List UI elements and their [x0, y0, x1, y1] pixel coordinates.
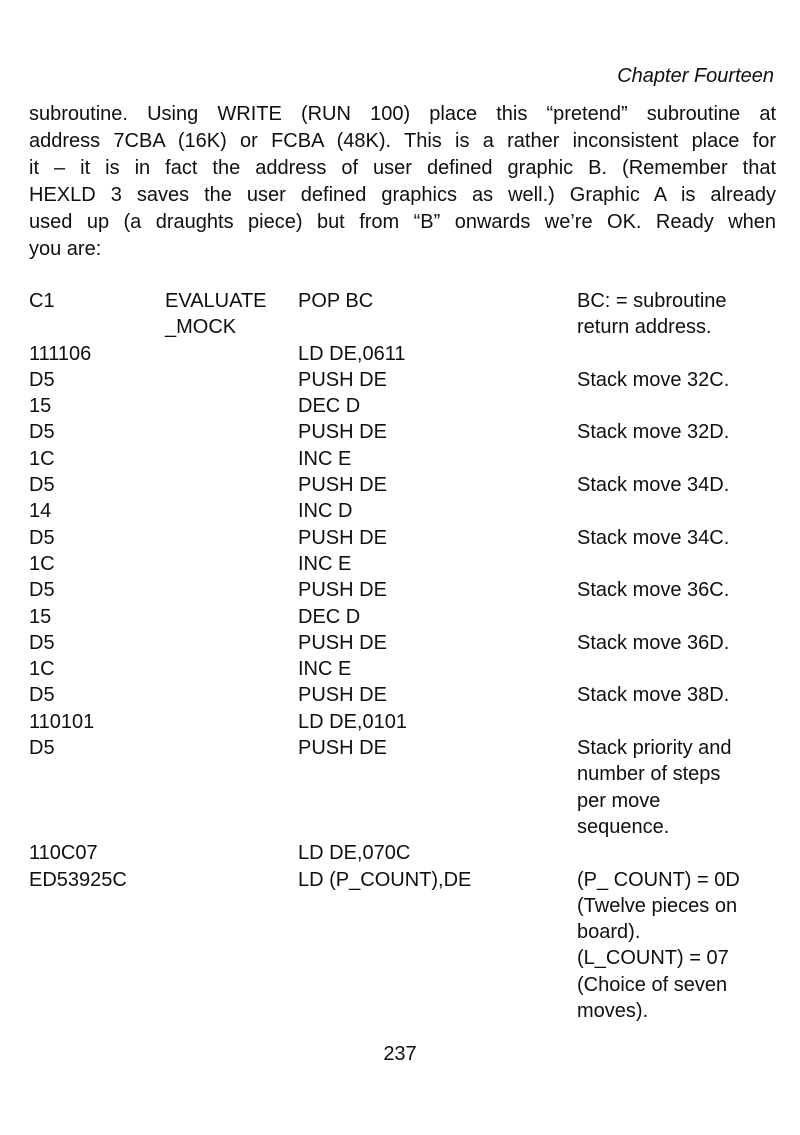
listing-cell-bytes: D5: [29, 684, 55, 707]
listing-cell-bytes: ED53925C: [29, 868, 127, 891]
listing-cell-bytes: D5: [29, 421, 55, 444]
listing-row: [29, 814, 776, 840]
listing-cell-bytes: D5: [29, 474, 55, 497]
listing-cell-instruction: PUSH DE: [298, 631, 387, 654]
listing-cell-bytes: D5: [29, 526, 55, 549]
listing-cell-instruction: PUSH DE: [298, 684, 387, 707]
listing-row: [29, 419, 776, 445]
page-number: 237: [383, 1043, 417, 1065]
paragraph-line: it – it is in fact the address of user defined graphic B. (Remember that: [29, 157, 776, 179]
listing-cell-comment: return address.: [577, 316, 712, 339]
listing-cell-instruction: INC D: [298, 500, 353, 523]
listing-cell-comment: BC: = subroutine: [577, 290, 727, 312]
listing-cell-bytes: D5: [29, 368, 55, 391]
listing-row: [29, 630, 776, 656]
listing-row: [29, 893, 776, 919]
paragraph-line: you are:: [29, 238, 102, 260]
listing-row: [29, 972, 776, 998]
listing-row: [29, 604, 776, 630]
listing-row: [29, 867, 776, 893]
listing-cell-comment: Stack move 36D.: [577, 631, 730, 654]
listing-row: [29, 472, 776, 498]
listing-cell-instruction: PUSH DE: [298, 526, 387, 549]
listing-cell-comment: Stack move 34C.: [577, 526, 730, 549]
listing-row: [29, 682, 776, 708]
listing-row: [29, 446, 776, 472]
listing-cell-instruction: DEC D: [298, 605, 361, 628]
listing-row: [29, 656, 776, 682]
listing-cell-comment: (L_COUNT) = 07: [577, 947, 729, 970]
listing-row: [29, 919, 776, 945]
listing-row: [29, 551, 776, 577]
listing-cell-instruction: LD DE,070C: [298, 842, 411, 865]
listing-cell-comment: board).: [577, 921, 641, 944]
listing-cell-comment: (P_ COUNT) = 0D: [577, 868, 740, 891]
listing-row: [29, 788, 776, 814]
intro-paragraph: [29, 101, 776, 263]
listing-row: [29, 314, 776, 340]
paragraph-line: address 7CBA (16K) or FCBA (48K). This is a rather inconsistent place for: [29, 130, 776, 152]
chapter-header: Chapter Fourteen: [617, 65, 774, 87]
listing-cell-comment: (Twelve pieces on: [577, 894, 738, 917]
listing-cell-bytes: D5: [29, 579, 55, 602]
listing-row: [29, 945, 776, 971]
listing-cell-comment: Stack move 34D.: [577, 474, 730, 497]
listing-cell-comment: per move: [577, 789, 661, 812]
listing-row: [29, 498, 776, 524]
listing-cell-bytes: D5: [29, 737, 55, 760]
listing-row: [29, 525, 776, 551]
listing-cell-bytes: 111106: [29, 342, 92, 365]
listing-cell-label: EVALUATE: [165, 290, 267, 312]
listing-cell-bytes: 15: [29, 605, 52, 628]
listing-cell-bytes: C1: [29, 290, 55, 312]
listing-cell-comment: Stack move 38D.: [577, 684, 730, 707]
listing-row: [29, 735, 776, 761]
paragraph-line: subroutine. Using WRITE (RUN 100) place this “pretend” subroutine at: [29, 103, 776, 125]
listing-cell-instruction: POP BC: [298, 290, 374, 312]
listing-cell-instruction: DEC D: [298, 395, 361, 418]
listing-cell-bytes: 1C: [29, 447, 55, 470]
listing-cell-label: _MOCK: [165, 316, 237, 339]
listing-row: [29, 998, 776, 1024]
listing-cell-instruction: LD (P_COUNT),DE: [298, 868, 472, 891]
listing-cell-instruction: LD DE,0611: [298, 342, 406, 365]
listing-cell-comment: (Choice of seven: [577, 973, 728, 996]
listing-cell-bytes: 1C: [29, 552, 55, 575]
listing-row: [29, 288, 776, 314]
listing-cell-comment: Stack move 32D.: [577, 421, 730, 444]
listing-row: [29, 393, 776, 419]
listing-cell-instruction: LD DE,0101: [298, 710, 407, 733]
listing-cell-instruction: PUSH DE: [298, 474, 387, 497]
listing-cell-instruction: PUSH DE: [298, 368, 387, 391]
listing-row: [29, 577, 776, 603]
listing-cell-comment: Stack move 36C.: [577, 579, 730, 602]
listing-cell-bytes: 1C: [29, 658, 55, 681]
assembly-listing: [29, 288, 776, 1024]
listing-row: [29, 709, 776, 735]
listing-cell-comment: Stack move 32C.: [577, 368, 730, 391]
listing-row: [29, 840, 776, 866]
paragraph-line: used up (a draughts piece) but from “B” onwards we’re OK. Ready when: [29, 211, 776, 233]
listing-cell-comment: number of steps: [577, 763, 721, 786]
listing-cell-instruction: INC E: [298, 658, 352, 681]
listing-cell-comment: moves).: [577, 1000, 649, 1023]
listing-cell-instruction: INC E: [298, 447, 352, 470]
listing-cell-bytes: 15: [29, 395, 52, 418]
listing-cell-bytes: 110101: [29, 710, 95, 733]
listing-cell-instruction: PUSH DE: [298, 579, 387, 602]
listing-row: [29, 341, 776, 367]
listing-cell-instruction: PUSH DE: [298, 737, 387, 760]
listing-cell-comment: sequence.: [577, 815, 670, 838]
listing-cell-bytes: 110C07: [29, 842, 98, 865]
listing-row: [29, 761, 776, 787]
listing-cell-bytes: D5: [29, 631, 55, 654]
listing-cell-instruction: PUSH DE: [298, 421, 387, 444]
listing-row: [29, 367, 776, 393]
listing-cell-instruction: INC E: [298, 552, 352, 575]
listing-cell-bytes: 14: [29, 500, 52, 523]
listing-cell-comment: Stack priority and: [577, 737, 732, 760]
paragraph-line: HEXLD 3 saves the user defined graphics as well.) Graphic A is already: [29, 184, 776, 206]
